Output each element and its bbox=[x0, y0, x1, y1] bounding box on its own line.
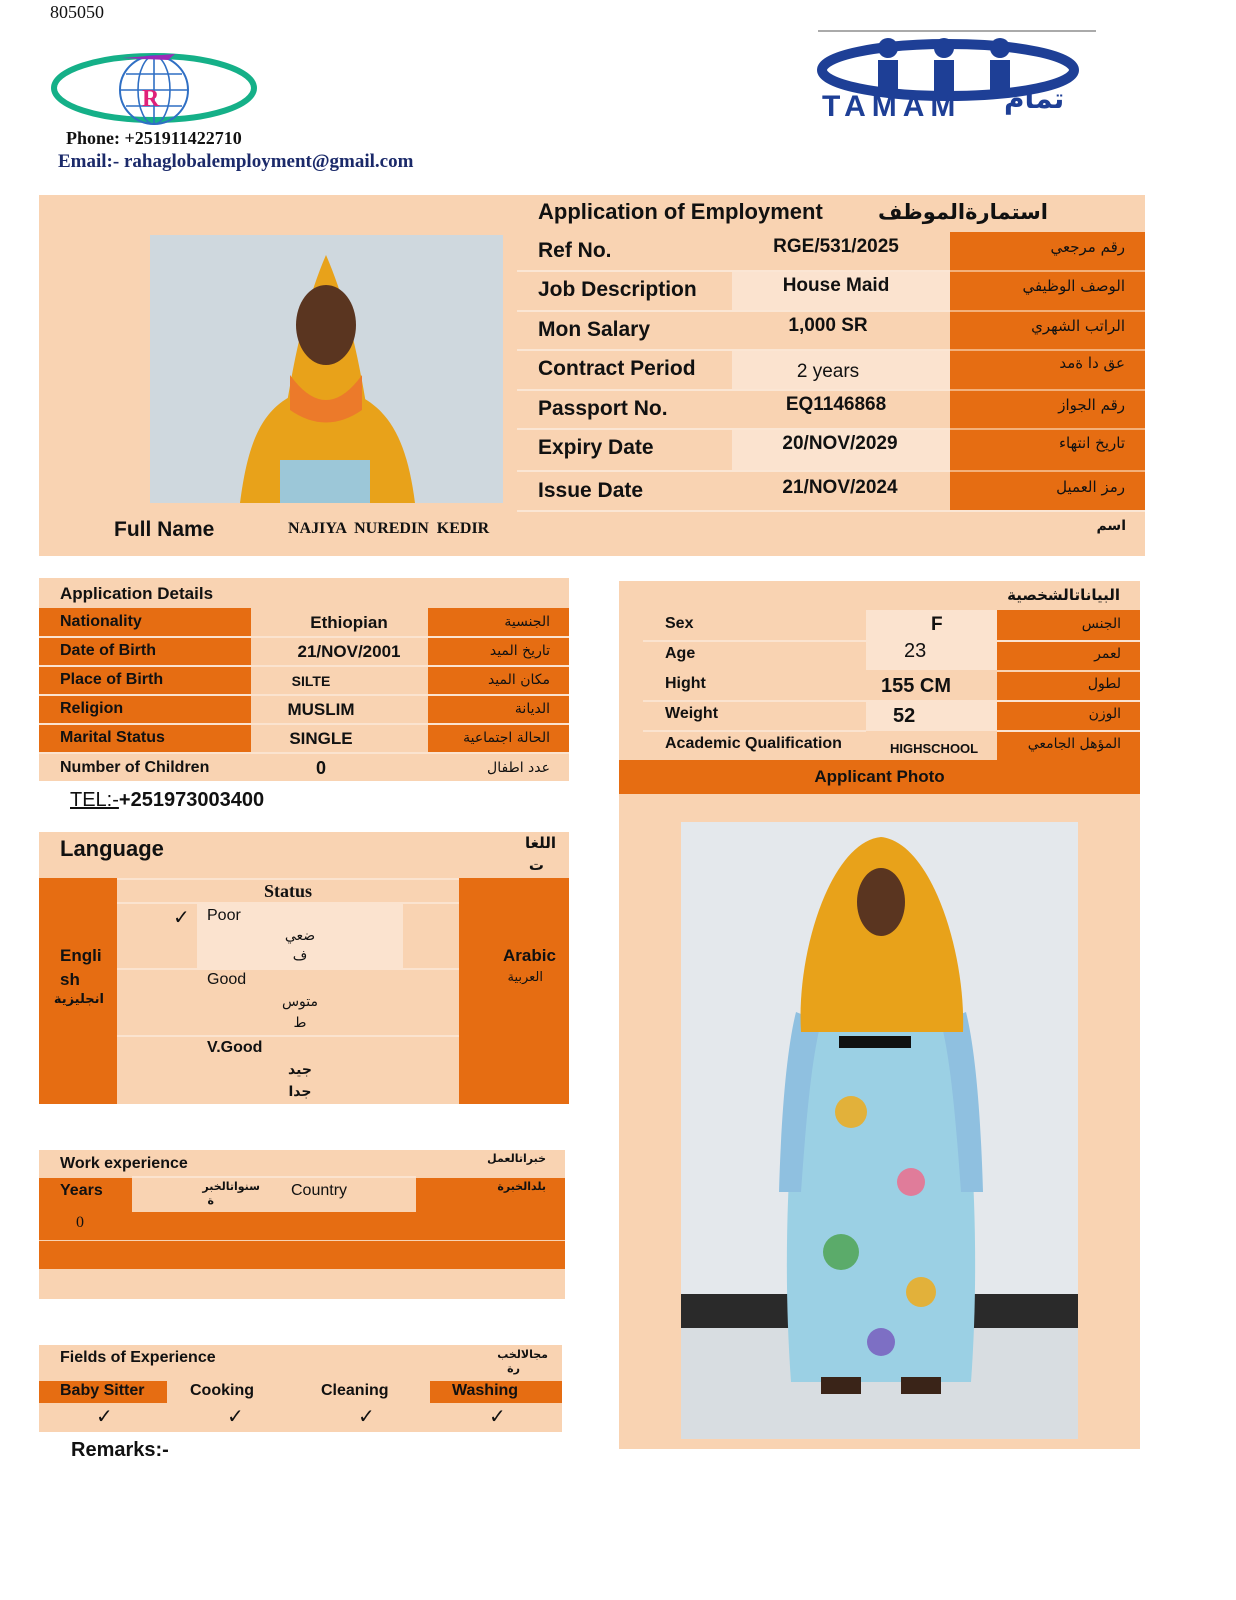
age-value: 23 bbox=[904, 639, 927, 662]
telephone bbox=[70, 786, 264, 814]
personal-data-title-ar: البياناتالشخصية bbox=[1007, 586, 1120, 604]
language-vgood-label: V.Good bbox=[207, 1039, 263, 1056]
marital-status-value: SINGLE bbox=[289, 729, 353, 748]
job-description-ar: الوصف الوظيفي bbox=[1022, 277, 1125, 295]
job-description-label: Job Description bbox=[538, 278, 697, 301]
language-status-label: Status bbox=[263, 880, 312, 901]
work-experience-title: Work experience bbox=[60, 1155, 188, 1172]
issue-date-ar: رمز العميل bbox=[1056, 478, 1125, 496]
applicant-portrait-photo bbox=[150, 235, 503, 503]
marital-status-ar: الحالة اجتماعية bbox=[463, 730, 550, 746]
field-washing-check[interactable]: ✓ bbox=[489, 1404, 506, 1428]
fields-title-ar-1: مجالالخب bbox=[497, 1348, 548, 1361]
agency-email: Email:- rahaglobalemployment@gmail.com bbox=[58, 151, 414, 172]
document-number: 805050 bbox=[50, 2, 104, 22]
language-poor-ar-1: ضعي bbox=[284, 928, 316, 944]
salary-ar: الراتب الشهري bbox=[1031, 317, 1125, 335]
work-row-1 bbox=[39, 1212, 565, 1240]
sex-value: F bbox=[931, 614, 943, 635]
ref-no-label: Ref No. bbox=[538, 239, 612, 262]
job-description-value: House Maid bbox=[782, 275, 890, 296]
language-english-col bbox=[39, 878, 117, 1104]
ref-no-ar: رقم مرجعي bbox=[1050, 238, 1125, 256]
date-of-birth-label: Date of Birth bbox=[60, 642, 156, 659]
passport-no-label: Passport No. bbox=[538, 397, 668, 420]
height-value: 155 CM bbox=[881, 674, 952, 697]
field-baby-sitter-check[interactable]: ✓ bbox=[96, 1404, 113, 1428]
language-title-ar-2: ت bbox=[528, 856, 544, 874]
expiry-date-ar: تاريخ انتهاء bbox=[1058, 434, 1125, 452]
religion-value: MUSLIM bbox=[287, 700, 355, 719]
academic-qualification-label: Academic Qualification bbox=[665, 735, 842, 752]
issue-date-value: 21/NOV/2024 bbox=[782, 477, 898, 498]
language-arabic-label: Arabic bbox=[503, 946, 556, 965]
work-years-label: Years bbox=[60, 1182, 103, 1199]
height-ar: لطول bbox=[1087, 676, 1121, 692]
sex-label: Sex bbox=[665, 615, 694, 632]
fields-title-ar-2: رة bbox=[507, 1362, 520, 1375]
field-cooking-label: Cooking bbox=[190, 1382, 254, 1399]
language-arabic-ar: العربية bbox=[507, 970, 543, 985]
work-years-ar-2: ة bbox=[207, 1194, 214, 1207]
nationality-label: Nationality bbox=[60, 613, 142, 630]
contract-period-value: 2 years bbox=[796, 361, 860, 382]
place-of-birth-value: SILTE bbox=[291, 673, 331, 689]
date-of-birth-value: 21/NOV/2001 bbox=[297, 642, 401, 661]
agency-logo-letter: R bbox=[142, 86, 160, 112]
weight-value: 52 bbox=[893, 704, 916, 727]
language-title: Language bbox=[60, 836, 164, 861]
work-years-value: 0 bbox=[76, 1214, 84, 1231]
passport-no-ar: رقم الجواز bbox=[1058, 396, 1125, 414]
language-english-label-1: Engli bbox=[60, 946, 102, 965]
salary-value: 1,000 SR bbox=[788, 315, 868, 336]
nationality-value: Ethiopian bbox=[310, 613, 388, 632]
work-country-ar: بلدالخبرة bbox=[497, 1180, 546, 1193]
full-name-value: NAJIYA NUREDIN KEDIR bbox=[288, 520, 490, 537]
partner-logo bbox=[818, 30, 1096, 125]
language-english-label-2: sh bbox=[60, 970, 80, 989]
field-cooking-check[interactable]: ✓ bbox=[227, 1404, 244, 1428]
field-cleaning-label: Cleaning bbox=[321, 1382, 389, 1399]
application-details-title: Application Details bbox=[60, 584, 214, 603]
religion-ar: الديانة bbox=[514, 701, 550, 717]
sex-ar: الجنس bbox=[1081, 616, 1121, 632]
language-arabic-col bbox=[459, 878, 569, 1104]
academic-qualification-value: HIGHSCHOOL bbox=[890, 740, 979, 756]
work-country-label: Country bbox=[291, 1182, 348, 1199]
nationality-ar: الجنسية bbox=[504, 614, 550, 630]
number-of-children-value: 0 bbox=[316, 757, 327, 778]
place-of-birth-ar: مكان الميد bbox=[487, 672, 550, 688]
language-vgood-ar-1: جيد bbox=[288, 1062, 312, 1078]
language-english-ar: انجليزية bbox=[53, 992, 104, 1007]
full-name-label: Full Name bbox=[114, 518, 215, 541]
place-of-birth-label: Place of Birth bbox=[60, 671, 164, 688]
marital-status-label: Marital Status bbox=[60, 729, 165, 746]
language-poor-check[interactable]: ✓ bbox=[173, 905, 190, 929]
academic-qualification-ar: المؤهل الجامعي bbox=[1027, 736, 1121, 752]
remarks-label: Remarks:- bbox=[71, 1438, 169, 1461]
number-of-children-label: Number of Children bbox=[60, 759, 210, 776]
work-row-2 bbox=[39, 1241, 565, 1269]
language-title-ar-1: اللغا bbox=[525, 834, 556, 852]
language-poor-ar-2: ف bbox=[292, 948, 308, 964]
expiry-date-label: Expiry Date bbox=[538, 436, 654, 459]
work-years-ar-1: سنواتالخبر bbox=[202, 1180, 260, 1193]
weight-ar: الوزن bbox=[1088, 706, 1121, 722]
application-title: Application of Employment bbox=[538, 199, 823, 224]
field-baby-sitter-label: Baby Sitter bbox=[60, 1382, 145, 1399]
applicant-full-photo bbox=[681, 822, 1078, 1439]
partner-name-ar: تمام bbox=[1004, 82, 1065, 115]
language-vgood-ar-2: جدا bbox=[288, 1084, 312, 1100]
applicant-photo-label: Applicant Photo bbox=[619, 760, 1140, 794]
partner-name: TAMAM bbox=[822, 90, 962, 123]
telephone-number: +251973003400 bbox=[118, 788, 265, 811]
work-experience-title-ar: خبراتالعمل bbox=[487, 1152, 546, 1165]
language-good-ar-1: متوس bbox=[281, 994, 319, 1010]
passport-no-value: EQ1146868 bbox=[785, 394, 887, 415]
field-washing-label: Washing bbox=[452, 1382, 519, 1399]
age-ar: لعمر bbox=[1094, 646, 1121, 662]
age-label: Age bbox=[665, 645, 696, 662]
full-name-ar: اسم bbox=[1096, 518, 1126, 534]
fields-title: Fields of Experience bbox=[60, 1349, 216, 1366]
weight-label: Weight bbox=[665, 705, 719, 722]
ref-no-value: RGE/531/2025 bbox=[773, 236, 899, 257]
language-good-label: Good bbox=[207, 971, 247, 988]
agency-logo bbox=[50, 48, 260, 128]
number-of-children-ar: عدد اطفال bbox=[487, 760, 550, 776]
telephone-prefix: TEL:- bbox=[70, 788, 119, 811]
issue-date-label: Issue Date bbox=[538, 479, 644, 502]
salary-label: Mon Salary bbox=[538, 318, 651, 341]
language-good-ar-2: ط bbox=[293, 1015, 307, 1031]
application-title-ar: استمارةالموظف bbox=[878, 200, 1048, 224]
contract-period-label: Contract Period bbox=[538, 357, 696, 380]
language-poor-label: Poor bbox=[207, 907, 241, 924]
contract-period-ar: عق دا ةمد bbox=[1059, 354, 1125, 372]
religion-label: Religion bbox=[60, 700, 124, 717]
date-of-birth-ar: تاريخ الميد bbox=[489, 643, 550, 659]
agency-phone: Phone: +251911422710 bbox=[66, 128, 242, 148]
height-label: Hight bbox=[665, 675, 706, 692]
field-cleaning-check[interactable]: ✓ bbox=[358, 1404, 375, 1428]
expiry-date-value: 20/NOV/2029 bbox=[782, 433, 898, 454]
